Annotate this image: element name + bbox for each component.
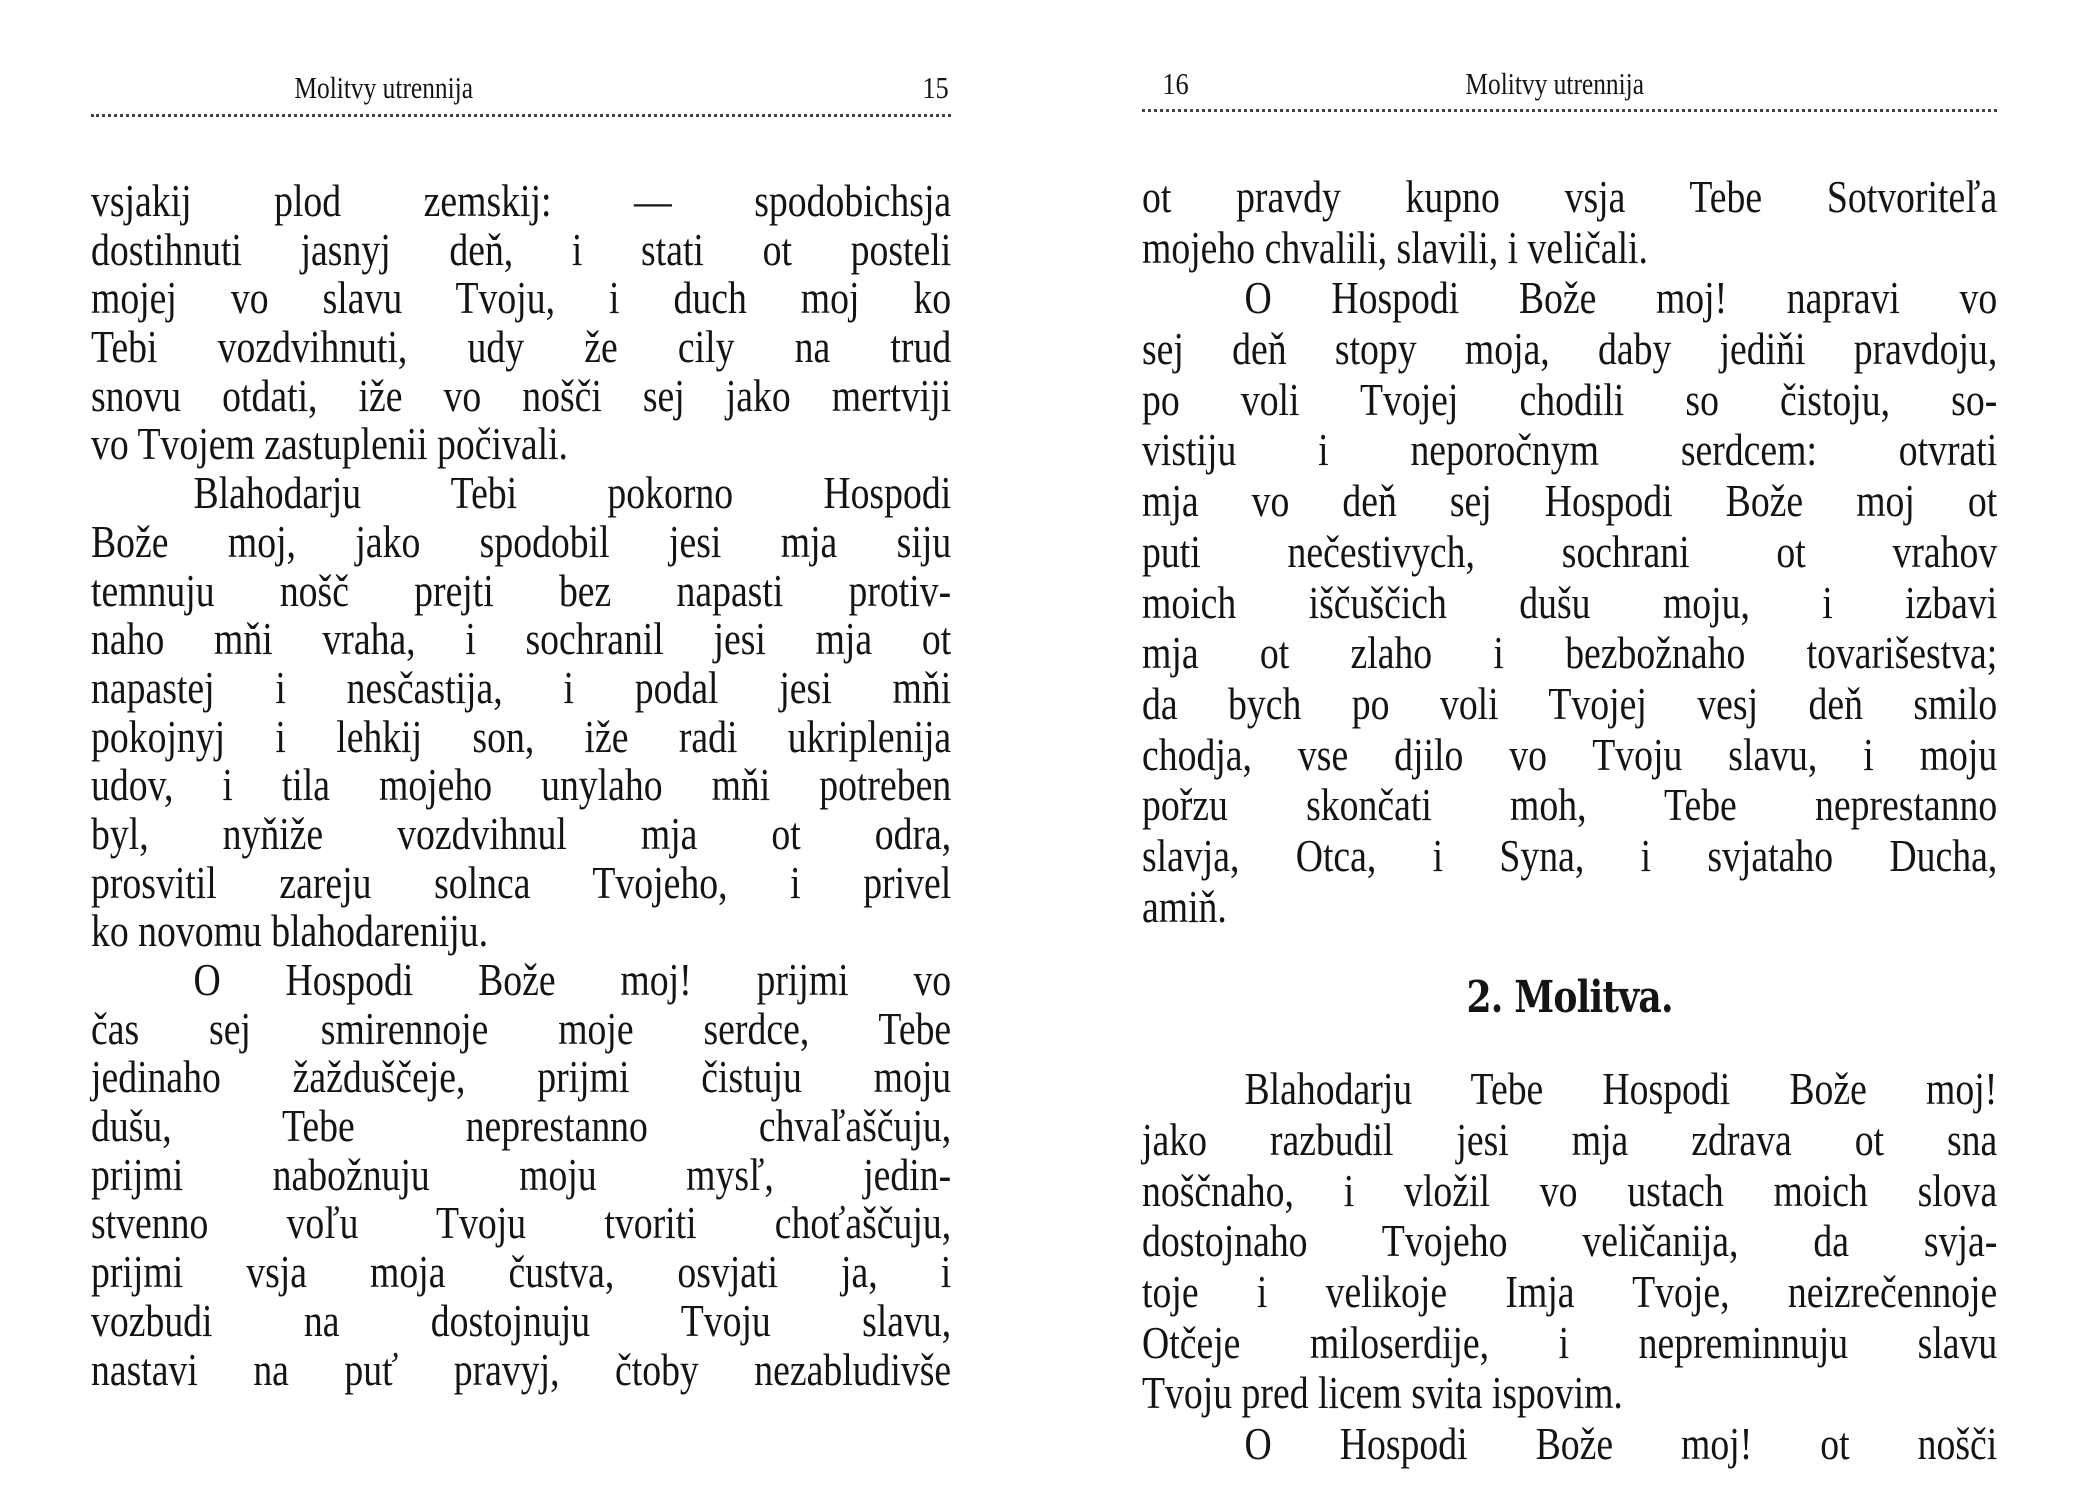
text-line: prosvitil zareju solnca Tvojeho, i privel bbox=[91, 856, 952, 908]
text-line: toje i velikoje Imja Tvoje, neizrečennoje bbox=[1142, 1266, 1998, 1318]
text-line: chodja, vse djilo vo Tvoju slavu, i moju bbox=[1142, 728, 1998, 780]
paragraph bbox=[91, 956, 951, 1394]
text-line: napastej i nesčastija, i podal jesi mňi bbox=[91, 661, 952, 713]
running-header bbox=[1142, 66, 1997, 106]
text-line: prijmi nabožnuju moju mysľ, jedin- bbox=[91, 1148, 952, 1200]
text-line: slavja, Otca, i Syna, i svjataho Ducha, bbox=[1142, 829, 1998, 881]
left-page bbox=[91, 0, 951, 1500]
paragraph bbox=[91, 177, 951, 469]
section-heading: 2. Molitva. bbox=[1466, 972, 1673, 1024]
text-line: ko novomu blahodareniju. bbox=[91, 905, 489, 957]
paragraph bbox=[1142, 1419, 1997, 1470]
running-header bbox=[91, 70, 951, 110]
text-line: mja vo deň sej Hospodi Bože moj ot bbox=[1142, 475, 1998, 527]
text-line: mja ot zlaho i bezbožnaho tovarišestva; bbox=[1142, 627, 1998, 679]
text-line: temnuju nošč prejti bez napasti protiv- bbox=[91, 564, 952, 616]
text-line: mojej vo slavu Tvoju, i duch moj ko bbox=[91, 272, 952, 324]
text-line: Blahodarju Tebe Hospodi Bože moj! bbox=[1244, 1063, 1998, 1115]
text-line: nastavi na puť pravyj, čtoby nezabludivše bbox=[91, 1343, 952, 1395]
text-line: ot pravdy kupno vsja Tebe Sotvoriteľa bbox=[1142, 171, 1998, 222]
right-page bbox=[1142, 0, 1997, 1500]
text-line: vozbudi na dostojnuju Tvoju slavu, bbox=[91, 1294, 952, 1346]
text-line: vsjakij plod zemskij: — spodobichsja bbox=[91, 175, 952, 226]
header-title: Molitvy utrennija bbox=[294, 70, 474, 105]
text-line: puti nečestivych, sochrani ot vrahov bbox=[1142, 525, 1998, 577]
paragraph bbox=[1142, 273, 1997, 932]
header-rule bbox=[91, 114, 951, 117]
text-line: Bože moj, jako spodobil jesi mja siju bbox=[91, 515, 952, 567]
text-line: po voli Tvojej chodili so čistoju, so- bbox=[1142, 373, 1998, 425]
text-line: mojeho chvalili, slavili, i veličali. bbox=[1142, 221, 1648, 273]
text-line: čas sej smirennoje moje serdce, Tebe bbox=[91, 1002, 952, 1054]
text-line: jedinaho žažduščeje, prijmi čistuju moju bbox=[91, 1051, 952, 1103]
text-line: Tebi vozdvihnuti, udy že cily na trud bbox=[91, 321, 952, 373]
text-line: byl, nyňiže vozdvihnul mja ot odra, bbox=[91, 807, 952, 859]
text-line: moich iščuščich dušu moju, i izbavi bbox=[1142, 576, 1998, 628]
text-line: stvenno voľu Tvoju tvoriti choťaščuju, bbox=[91, 1197, 952, 1249]
text-line: snovu otdati, iže vo nošči sej jako mertviji bbox=[91, 369, 952, 421]
header-title: Molitvy utrennija bbox=[1465, 66, 1645, 101]
text-line: pořzu skončati moh, Tebe neprestanno bbox=[1142, 779, 1998, 831]
paragraph bbox=[91, 469, 951, 956]
paragraph bbox=[1142, 1064, 1997, 1419]
header-rule bbox=[1142, 109, 1997, 112]
page-body bbox=[91, 177, 951, 1394]
text-line: naho mňi vraha, i sochranil jesi mja ot bbox=[91, 613, 952, 665]
text-line: vo Tvojem zastuplenii počivali. bbox=[91, 418, 568, 470]
text-line: sej deň stopy moja, daby jediňi pravdoju, bbox=[1142, 323, 1998, 375]
text-line: prijmi vsja moja čustva, osvjati ja, i bbox=[91, 1246, 952, 1298]
text-line: pokojnyj i lehkij son, iže radi ukriplenija bbox=[91, 710, 952, 762]
text-line: dušu, Tebe neprestanno chvaľaščuju, bbox=[91, 1100, 952, 1152]
text-line: O Hospodi Bože moj! prijmi vo bbox=[193, 954, 952, 1005]
text-line: jako razbudil jesi mja zdrava ot sna bbox=[1142, 1114, 1998, 1165]
text-line: dostojnaho Tvojeho veličanija, da svja- bbox=[1142, 1215, 1998, 1267]
text-line: O Hospodi Bože moj! napravi vo bbox=[1244, 272, 1998, 324]
text-line: vistiju i neporočnym serdcem: otvrati bbox=[1142, 424, 1998, 476]
page-number: 15 bbox=[922, 70, 949, 105]
text-line: udov, i tila mojeho unylaho mňi potreben bbox=[91, 759, 952, 811]
page-number: 16 bbox=[1162, 66, 1189, 101]
text-line: Tvoju pred licem svita ispovim. bbox=[1142, 1367, 1623, 1419]
text-line: dostihnuti jasnyj deň, i stati ot posteli bbox=[91, 223, 952, 275]
text-line: noščnaho, i vložil vo ustach moich slova bbox=[1142, 1164, 1998, 1216]
page-body bbox=[1142, 172, 1997, 1470]
paragraph bbox=[1142, 172, 1997, 273]
text-line: amiň. bbox=[1142, 880, 1227, 932]
text-line: O Hospodi Bože moj! ot nošči bbox=[1244, 1418, 1998, 1470]
text-line: Blahodarju Tebi pokorno Hospodi bbox=[193, 467, 952, 519]
text-line: da bych po voli Tvojej vesj deň smilo bbox=[1142, 677, 1998, 729]
text-line: Otčeje miloserdije, i nepreminnuju slavu bbox=[1142, 1316, 1998, 1368]
